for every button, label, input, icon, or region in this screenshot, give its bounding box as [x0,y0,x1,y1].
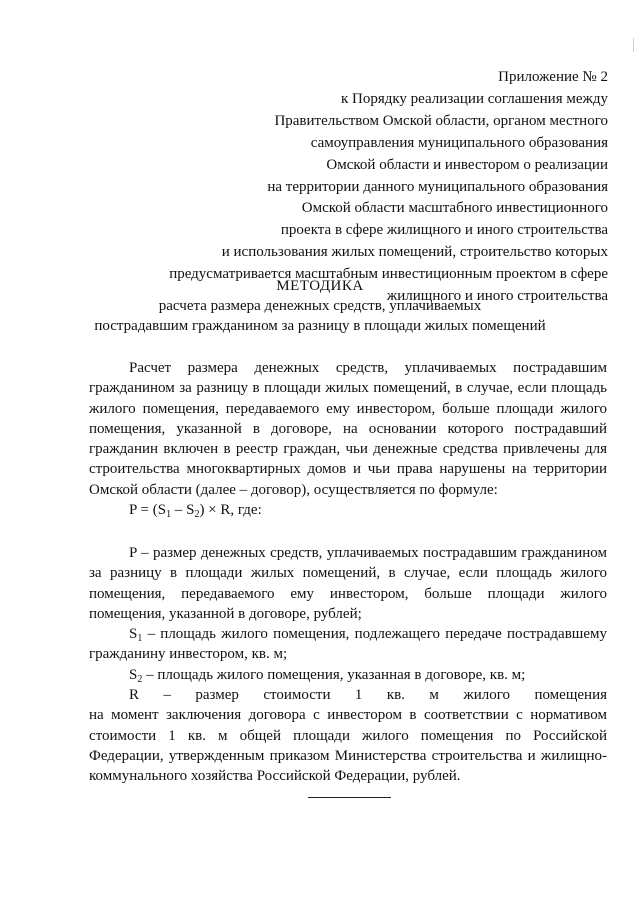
end-divider-line [308,797,391,798]
definition-s1 [89,624,607,665]
scan-edge-mark [633,38,634,52]
appendix-line: предусматривается масштабным инвестиционным проектом в сфере [169,266,608,283]
formula [129,502,262,519]
title-heading: МЕТОДИКА [276,278,364,294]
appendix-line: Приложение № 2 [498,69,608,85]
def-s1-sub: 1 [137,633,143,645]
def-s2-letter: S [129,666,138,683]
definition-s2 [89,665,607,685]
formula-rhs: ) × R, где: [199,502,262,518]
appendix-line: Омской области масштабного инвестиционного [301,200,608,217]
def-s1-text: – площадь жилого помещения, подлежащего передаче пострадавшему гражданину инвестором, кв. м; [89,626,607,663]
appendix-line: и использования жилых помещений, строительство которых [221,244,608,261]
title-line-2: пострадавшим гражданином за разницу в площади жилых помещений [94,318,546,334]
definition-r-first-line: R – размер стоимости 1 кв. м жилого помещения [129,687,607,704]
def-s2-sub: 2 [137,673,143,685]
definitions [89,543,607,787]
definition-r-continuation: на момент заключения договора с инвестором в соответствии с нормативом стоимости 1 кв. м общей площади жилого помещения по Российской Федерации, утвержденным приказом Министерства строительства и жилищно-коммунального хозяйства Российской Федерации, рублей. [89,707,607,785]
formula-minus: – S [171,502,195,518]
appendix-line: на территории данного муниципального образования [267,178,608,195]
appendix-line: жилищного и иного строительства [386,288,608,305]
formula-sub-2: 2 [194,509,200,520]
document-title [0,276,640,336]
intro-paragraph: Расчет размера денежных средств, уплачиваемых пострадавшим гражданином за разницу в площади жилых помещений, в случае, если площадь жилого помещения, передаваемого ему инвестором, больше площади жилого помещения, указанной в договоре, на основании которого пострадавший гражданин включен в реестр граждан, чьи денежные средства привлечены для строительства многоквартирных домов и чьи права нарушены на территории Омской области (далее – договор), осуществляется по формуле: [89,360,607,498]
appendix-header [138,67,608,308]
formula-sub-1: 1 [166,509,172,520]
def-s2-text: – площадь жилого помещения, указанная в договоре, кв. м; [142,666,526,683]
def-s1-letter: S [129,626,138,643]
appendix-line: Правительством Омской области, органом местного [274,112,608,129]
intro-paragraph-block [89,358,607,500]
appendix-line: проекта в сфере жилищного и иного строительства [280,222,608,239]
appendix-line: самоуправления муниципального образования [310,134,608,151]
appendix-line: Омской области и инвестором о реализации [326,156,608,173]
appendix-line: к Порядку реализации соглашения между [340,90,608,107]
formula-lhs: P = (S [129,502,167,518]
definition-p: P – размер денежных средств, уплачиваемых пострадавшим гражданином за разницу в площади жилых помещений, в случае, если площадь жилого помещения, передаваемого ему инвестором, больше площади жилого помещения, указанной в договоре, рублей; [89,545,607,622]
title-line-1: расчета размера денежных средств, уплачиваемых [158,298,482,314]
